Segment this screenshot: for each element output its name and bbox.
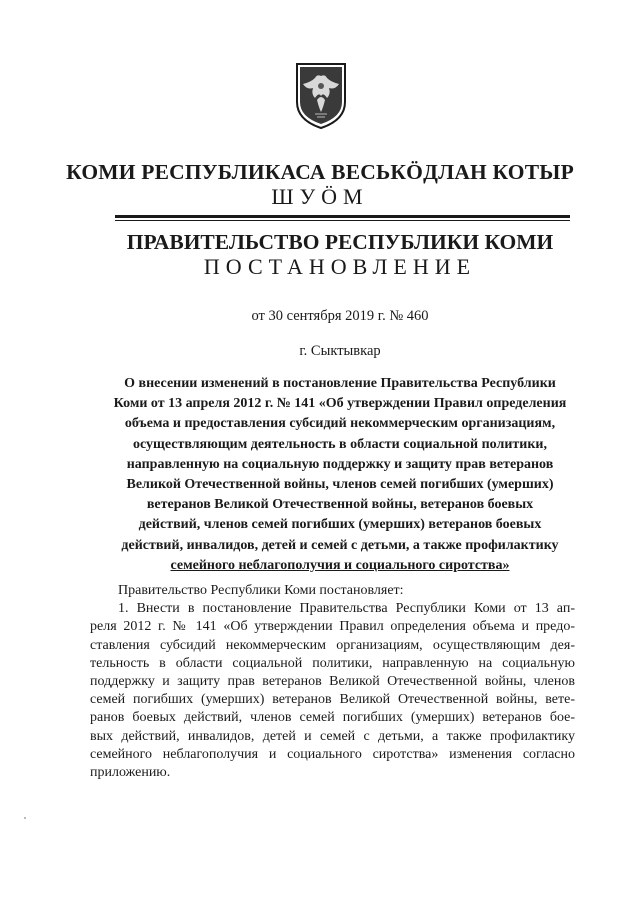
doc-type-komi: ШУÖМ	[271, 184, 369, 209]
title-line-underlined	[90, 556, 590, 576]
document-body	[90, 582, 575, 782]
header-divider-thin	[115, 220, 570, 221]
title-line: Коми от 13 апреля 2012 г. № 141 «Об утверждении Правил определения	[113, 396, 567, 412]
title-line: ветеранов Великой Отечественной войны, ветеранов боевых	[146, 497, 534, 513]
title-line: объема и предоставления субсидий некоммерческим организациям,	[124, 416, 556, 432]
doc-type-ru: ПОСТАНОВЛЕНИЕ	[203, 254, 477, 279]
title-line: действий, инвалидов, детей и семей с детьми, а также профилактику	[121, 537, 559, 553]
title-line: Великой Отечественной войны, членов семей погибших (умерших)	[126, 477, 554, 493]
header-divider	[115, 215, 570, 218]
body-line: вых действий, инвалидов, детей и семей с детьми, а также профилактику	[90, 728, 575, 744]
body-line: поддержку и защиту прав ветеранов Великой Отечественной войны, членов	[90, 674, 575, 690]
title-line: семейного неблагополучия и социального сиротства»	[170, 557, 510, 573]
title-line: О внесении изменений в постановление Правительства Республики	[124, 376, 556, 391]
scan-speck	[24, 817, 26, 819]
org-title-ru: ПРАВИТЕЛЬСТВО РЕСПУБЛИКИ КОМИ	[126, 230, 554, 254]
body-line: реля 2012 г. № 141 «Об утверждении Правил определения объема и предо-	[90, 619, 575, 635]
body-line: тельность в области социальной политики, направленную на социальную	[90, 655, 575, 671]
document-date-number: от 30 сентября 2019 г. № 460	[251, 308, 429, 324]
body-line: семейного неблагополучия и социального сиротства» изменения согласно	[90, 746, 575, 762]
document-title	[90, 374, 590, 576]
title-line: осуществляющим деятельность в области социальной политики,	[133, 436, 547, 452]
body-line: приложению.	[90, 765, 171, 781]
body-line: 1. Внести в постановление Правительства Республики Коми от 13 ап-	[118, 601, 575, 617]
org-title-komi: КОМИ РЕСПУБЛИКАСА ВЕСЬКӦДЛАН КОТЫР	[66, 160, 574, 184]
body-line: семей погибших (умерших) ветеранов Великой Отечественной войны, вете-	[90, 692, 575, 708]
title-line: действий, членов семей погибших (умерших) ветеранов боевых	[138, 517, 542, 533]
document-city: г. Сыктывкар	[299, 343, 381, 359]
body-line: ставления субсидий некоммерческим организациям, осуществляющим дея-	[90, 637, 575, 653]
body-intro-line: Правительство Республики Коми постановляет:	[118, 583, 404, 598]
body-line: ранов боевых действий, членов семей погибших (умерших) ветеранов бое-	[90, 710, 575, 726]
title-line: направленную на социальную поддержку и защиту прав ветеранов	[126, 456, 554, 472]
coat-of-arms-icon	[295, 62, 347, 130]
